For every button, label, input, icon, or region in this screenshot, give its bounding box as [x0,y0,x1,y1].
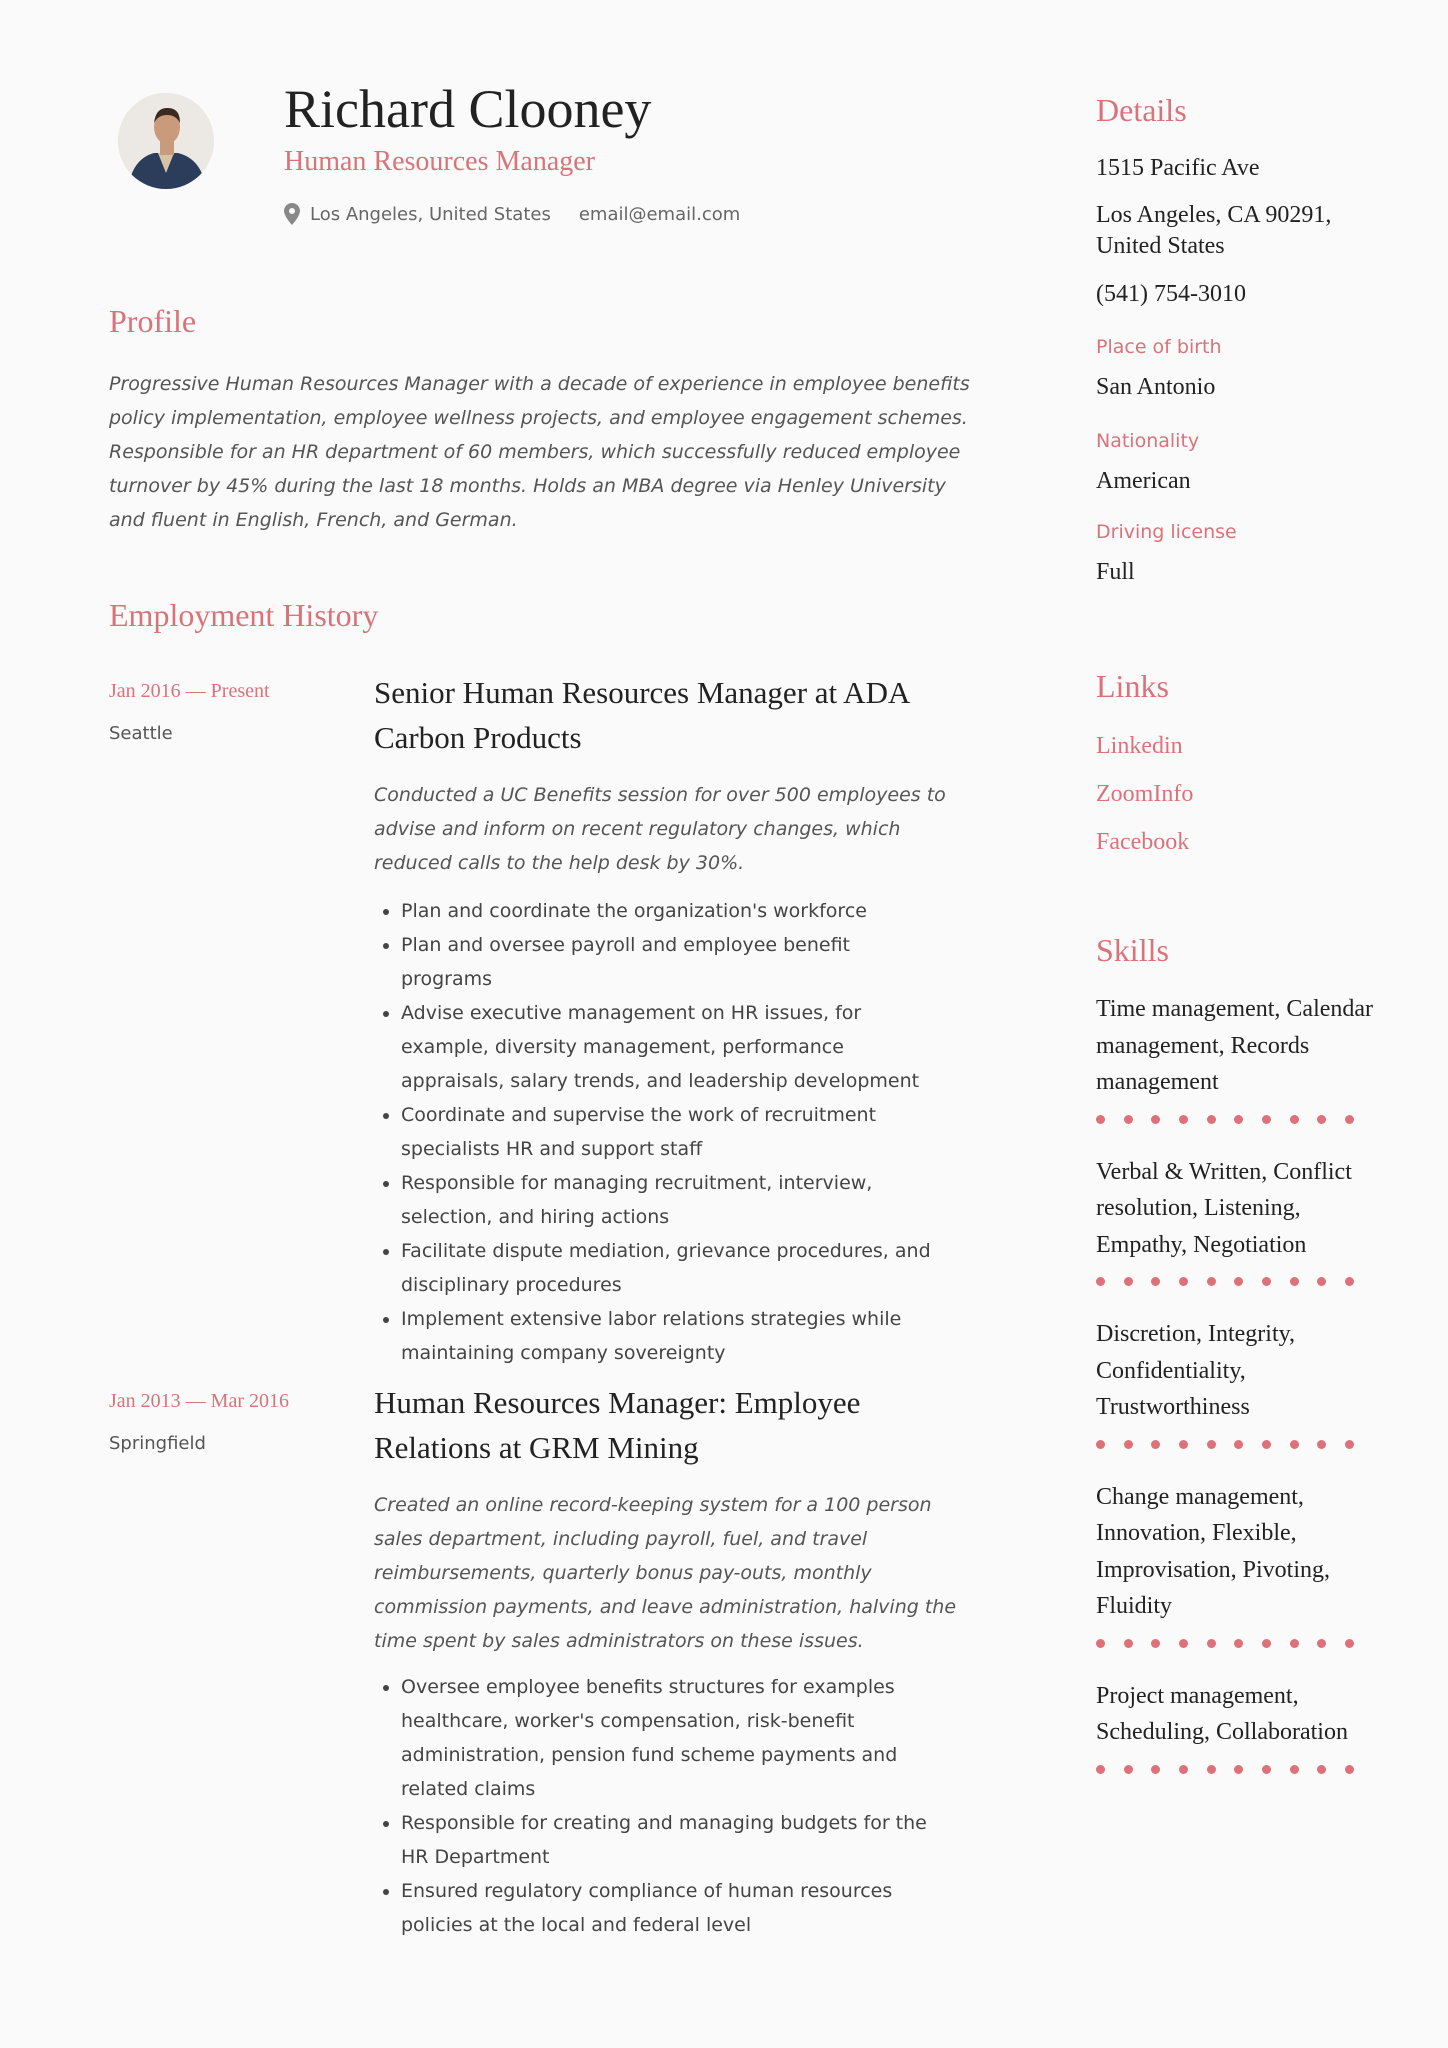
skill-dot [1151,1277,1160,1286]
skill-dot [1207,1765,1216,1774]
link-linkedin[interactable]: Linkedin [1096,733,1183,759]
skill-dot [1179,1115,1188,1124]
skill-dot [1207,1440,1216,1449]
skills-section [1096,932,1376,1804]
skill-dot [1234,1639,1243,1648]
nationality: American [1096,468,1191,494]
bullet-item: • Oversee employee benefits structures for examples healthcare, worker's compensation, risk-benefit administration, pension fund scheme payments and related claims [401,1670,941,1806]
skill-dot [1317,1277,1326,1286]
skill-item: Change management, Innovation, Flexible, Improvisation, Pivoting, Fluidity [1096,1483,1330,1619]
job-title: Human Resources Manager [284,146,596,177]
bullet-item: • Advise executive management on HR issues, for example, diversity management, performance appraisals, salary trends, and leadership development [401,996,941,1098]
candidate-name: Richard Clooney [284,79,652,139]
skill-dot [1345,1765,1354,1774]
skill-dot [1290,1765,1299,1774]
skill-item: Verbal & Written, Conflict resolution, Listening, Empathy, Negotiation [1096,1158,1352,1258]
skill-dot [1317,1115,1326,1124]
details-heading: Details [1096,92,1187,128]
skill-dot [1234,1277,1243,1286]
job-location: Springfield [109,1433,206,1454]
skill-dot [1096,1765,1105,1774]
link-zoominfo[interactable]: ZoomInfo [1096,781,1194,807]
driving-license-label: Driving license [1096,521,1237,543]
skill-dot [1124,1639,1133,1648]
bullet-item: • Plan and oversee payroll and employee benefit programs [401,928,941,996]
skill-level-dots [1096,1277,1354,1286]
job-1-meta [109,680,270,744]
bullet-item: • Plan and coordinate the organization's workforce [401,894,941,928]
job-bullets [348,894,941,1370]
job-dates: Jan 2013 — Mar 2016 [109,1390,289,1412]
skill-dot [1207,1639,1216,1648]
skill-dot [1124,1440,1133,1449]
skill-dot [1317,1765,1326,1774]
job-description: Created an online record-keeping system for a 100 person sales department, including payroll, fuel, and travel reimbursements, quarterly bonus pay-outs, monthly commission payments, and leave administration, halving the time spent by sales administrators on these issues. [374,1494,957,1652]
job-title: Senior Human Resources Manager at ADA Carbon Products [374,675,909,755]
skill-dot [1124,1277,1133,1286]
skill-dot [1262,1115,1271,1124]
bullet-item: • Facilitate dispute mediation, grievance procedures, and disciplinary procedures [401,1234,941,1302]
skill-level-dots [1096,1765,1354,1774]
skill-dot [1151,1765,1160,1774]
skill-dot [1096,1115,1105,1124]
skills-heading: Skills [1096,932,1169,968]
link-facebook[interactable]: Facebook [1096,829,1190,855]
skill-dot [1290,1115,1299,1124]
skill-dot [1345,1277,1354,1286]
address-line-1: 1515 Pacific Ave [1096,155,1260,181]
skill-dot [1151,1440,1160,1449]
job-dates: Jan 2016 — Present [109,680,270,702]
skill-dot [1317,1639,1326,1648]
location-pin-icon [284,203,300,225]
skill-dot [1234,1765,1243,1774]
skill-dot [1151,1115,1160,1124]
nationality-label: Nationality [1096,430,1200,452]
links-section [1096,668,1396,877]
skill-level-dots [1096,1639,1354,1648]
skill-dot [1096,1440,1105,1449]
skill-level-dots [1096,1115,1354,1124]
contact-line [284,203,740,225]
skill-dot [1179,1277,1188,1286]
skill-dot [1290,1277,1299,1286]
location-text: Los Angeles, United States [310,203,551,225]
driving-license: Full [1096,559,1135,585]
skill-dot [1345,1440,1354,1449]
skill-level-dots [1096,1440,1354,1449]
details-section [1096,92,1396,588]
profile-heading: Profile [109,303,197,339]
job-title: Human Resources Manager: Employee Relations at GRM Mining [374,1385,861,1465]
profile-text: Progressive Human Resources Manager with a decade of experience in employee benefits policy implementation, employee wellness projects, and employee engagement schemes. Responsible for an HR department of 60 members, which successfully reduced employee turnover by 45% during the last 18 months. Holds an MBA degree via Henley University and fluent in English, French, and German. [109,373,970,531]
skill-dot [1096,1277,1105,1286]
job-location: Seattle [109,723,173,744]
bullet-item: • Responsible for managing recruitment, interview, selection, and hiring actions [401,1166,941,1234]
skill-dot [1262,1639,1271,1648]
phone: (541) 754-3010 [1096,281,1246,307]
job-bullets [348,1670,941,1942]
job-2-meta [109,1390,289,1454]
employment-heading: Employment History [109,597,379,633]
skill-dot [1096,1639,1105,1648]
skill-dot [1207,1277,1216,1286]
skill-dot [1179,1639,1188,1648]
skill-dot [1179,1765,1188,1774]
skill-dot [1124,1765,1133,1774]
skill-dot [1262,1440,1271,1449]
skill-dot [1207,1115,1216,1124]
avatar [118,93,214,189]
skill-dot [1290,1440,1299,1449]
links-heading: Links [1096,668,1169,704]
job-description: Conducted a UC Benefits session for over 500 employees to advise and inform on recent regulatory changes, which reduced calls to the help desk by 30%. [374,784,946,874]
skill-dot [1234,1115,1243,1124]
bullet-item: • Responsible for creating and managing budgets for the HR Department [401,1806,941,1874]
skill-dot [1179,1440,1188,1449]
email-link[interactable]: email@email.com [578,203,741,225]
address-line-2: Los Angeles, CA 90291, United States [1096,202,1332,259]
job-1 [374,670,974,1370]
skill-dot [1262,1765,1271,1774]
place-of-birth: San Antonio [1096,374,1216,400]
skill-dot [1124,1115,1133,1124]
skill-item: Discretion, Integrity, Confidentiality, Trustworthiness [1096,1321,1296,1420]
bullet-item: • Implement extensive labor relations strategies while maintaining company sovereignty [401,1302,941,1370]
skill-dot [1262,1277,1271,1286]
skill-dot [1345,1639,1354,1648]
skill-dot [1234,1440,1243,1449]
skill-dot [1290,1639,1299,1648]
job-2 [374,1380,974,1942]
skill-item: Time management, Calendar management, Records management [1096,996,1374,1095]
skill-dot [1345,1115,1354,1124]
skill-item: Project management, Scheduling, Collaboration [1096,1682,1348,1745]
bullet-item: • Coordinate and supervise the work of recruitment specialists HR and support staff [401,1098,941,1166]
skill-dot [1317,1440,1326,1449]
place-of-birth-label: Place of birth [1096,336,1222,358]
skill-dot [1151,1639,1160,1648]
bullet-item: • Ensured regulatory compliance of human resources policies at the local and federal level [401,1874,941,1942]
